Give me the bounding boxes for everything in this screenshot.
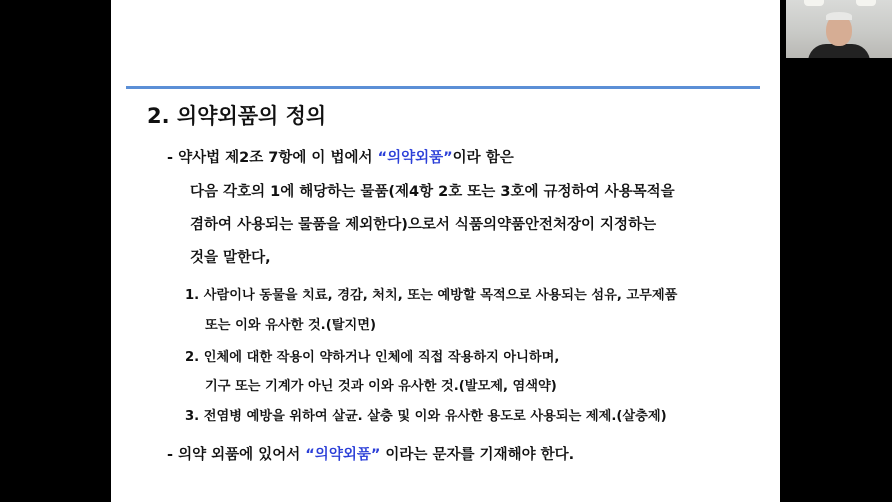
presenter-hair <box>826 12 852 20</box>
para1-line1-prefix: - 약사법 제2조 7항에 이 법에서 <box>167 150 378 166</box>
para1-highlight: “의약외품” <box>377 150 453 166</box>
para2-highlight: “의약외품” <box>305 447 381 463</box>
item-2-line1: 2. 인체에 대한 작용이 약하거나 인체에 직접 작용하지 아니하며, <box>185 350 560 365</box>
ceiling-light <box>856 0 876 6</box>
para1-line2: 다음 각호의 1에 해당하는 물품(제4항 2호 또는 3호에 규정하여 사용목적을 <box>190 184 675 200</box>
item-1-line1: 1. 사람이나 동물을 치료, 경감, 처치, 또는 예방할 목적으로 사용되는 섬유, 고무제품 <box>185 288 678 303</box>
para1-line1-suffix: 이라 함은 <box>452 150 514 166</box>
item-3-line1: 3. 전염병 예방을 위하여 살균. 살충 및 이와 유사한 용도로 사용되는 제제.(살충제) <box>185 409 667 424</box>
para1-line3: 겸하여 사용되는 물품을 제외한다)으로서 식품의약품안전처장이 지정하는 <box>190 217 657 233</box>
slide-title: 2. 의약외품의 정의 <box>147 104 327 128</box>
item-1-line2: 또는 이와 유사한 것.(탈지면) <box>205 318 376 333</box>
para1-line1 <box>167 146 514 167</box>
title-divider <box>126 86 760 89</box>
presenter-body <box>808 44 870 58</box>
webcam-thumbnail[interactable] <box>786 0 892 58</box>
para2-prefix: - 의약 외품에 있어서 <box>167 447 306 463</box>
para1-line4: 것을 말한다, <box>190 250 271 266</box>
para2-suffix: 이라는 문자를 기재해야 한다. <box>380 447 575 463</box>
para2-line <box>167 443 574 464</box>
presentation-slide <box>111 0 780 502</box>
ceiling-light <box>804 0 824 6</box>
item-2-line2: 기구 또는 기계가 아닌 것과 이와 유사한 것.(발모제, 염색약) <box>205 379 557 394</box>
